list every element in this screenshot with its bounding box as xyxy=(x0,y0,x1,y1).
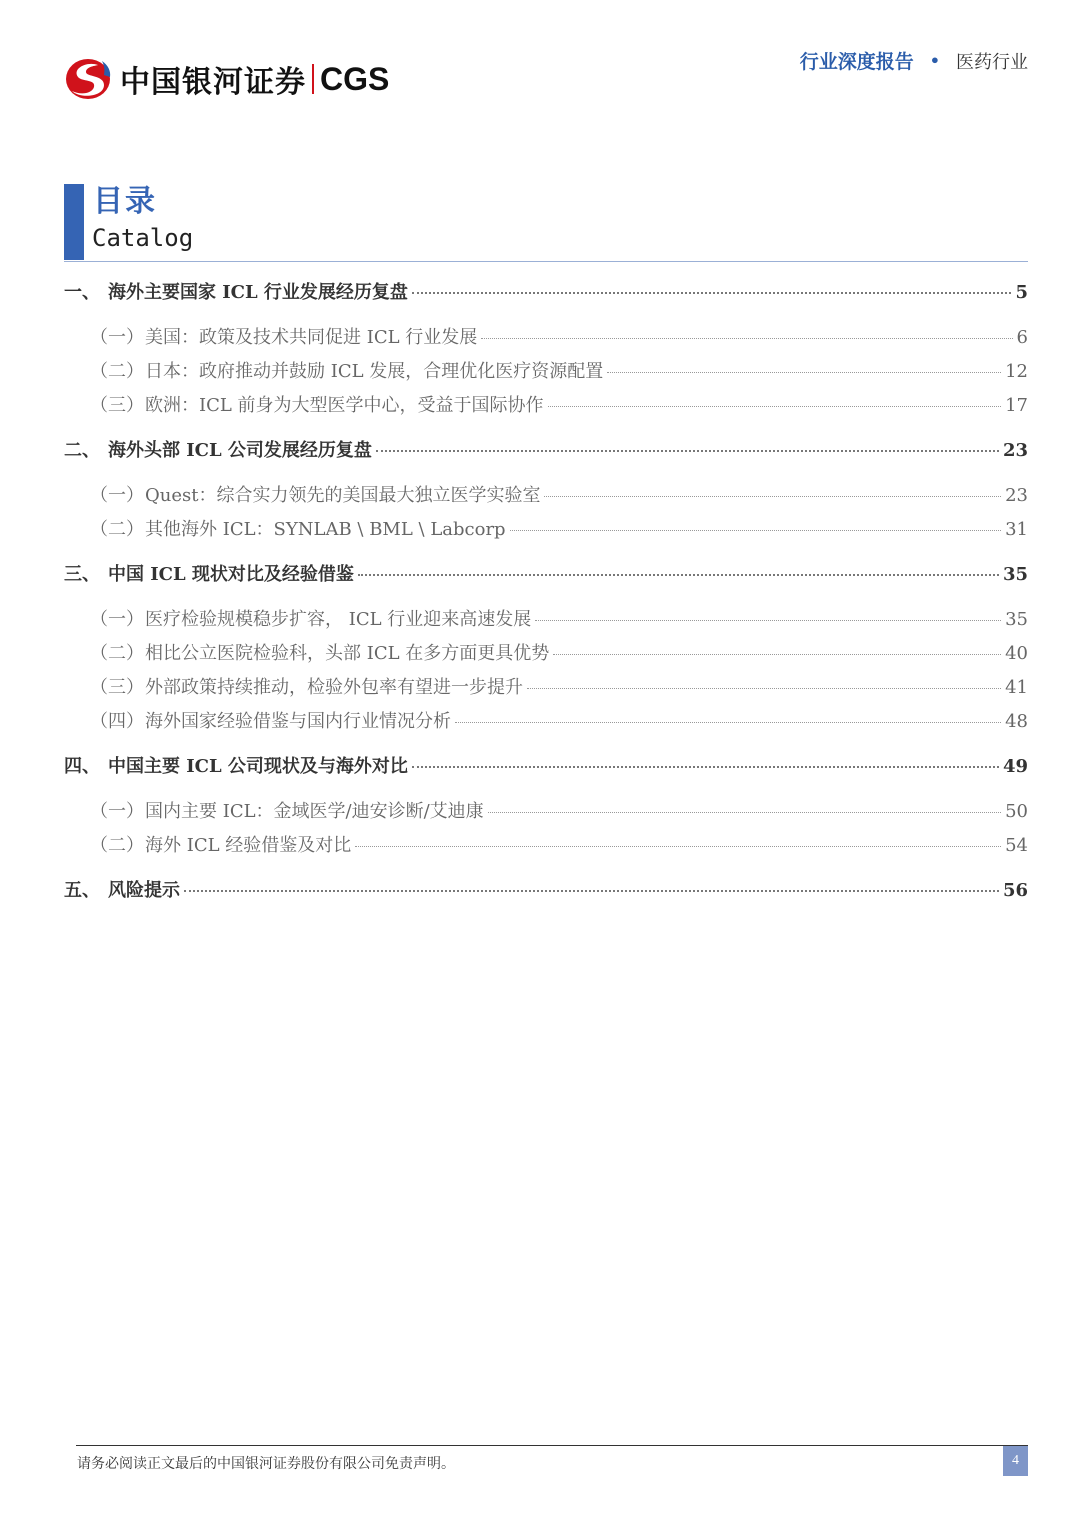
toc-chapter[interactable] xyxy=(64,560,1028,594)
toc-dot-leader xyxy=(412,292,1012,294)
toc-page-number: 54 xyxy=(1005,835,1028,856)
toc-title: 其他海外 ICL：SYNLAB \ BML \ Labcorp xyxy=(145,519,506,540)
toc-page-number: 41 xyxy=(1005,677,1028,698)
toc-page-number: 5 xyxy=(1015,282,1028,303)
report-header-tag xyxy=(800,47,1028,74)
toc-section[interactable] xyxy=(64,707,1028,741)
footer-disclaimer: 请务必阅读正文最后的中国银河证券股份有限公司免责声明。 xyxy=(77,1456,455,1472)
page-title: 目录 xyxy=(93,184,157,219)
toc-section[interactable] xyxy=(64,673,1028,707)
page-subtitle: Catalog xyxy=(92,224,194,252)
toc-title: 海外 ICL 经验借鉴及对比 xyxy=(145,835,352,856)
toc-dot-leader xyxy=(510,530,1002,531)
galaxy-logo-icon xyxy=(64,57,112,101)
toc-number: （一） xyxy=(90,485,144,506)
toc-section[interactable] xyxy=(64,797,1028,831)
toc-number: 四、 xyxy=(64,756,100,777)
toc-dot-leader xyxy=(488,812,1001,813)
toc-dot-leader xyxy=(184,890,999,892)
company-logo xyxy=(64,56,389,102)
toc-number: （一） xyxy=(90,609,144,630)
toc-title: 海外主要国家 ICL 行业发展经历复盘 xyxy=(108,282,408,303)
toc-page-number: 49 xyxy=(1002,756,1028,777)
toc-title: 风险提示 xyxy=(108,880,180,901)
header-separator: • xyxy=(929,51,940,70)
toc-section[interactable] xyxy=(64,605,1028,639)
toc-dot-leader xyxy=(412,766,999,768)
toc-page-number: 35 xyxy=(1005,609,1028,630)
toc-number: 三、 xyxy=(64,564,100,585)
title-divider xyxy=(64,261,1028,262)
toc-dot-leader xyxy=(553,654,1001,655)
toc-section[interactable] xyxy=(64,515,1028,549)
toc-dot-leader xyxy=(548,406,1002,407)
toc-page-number: 35 xyxy=(1002,564,1028,585)
logo-chinese-name: 中国银河证券 xyxy=(120,65,306,100)
toc-title: 欧洲：ICL 前身为大型医学中心，受益于国际协作 xyxy=(145,395,544,416)
toc-page-number: 6 xyxy=(1016,327,1028,348)
toc-title: 中国 ICL 现状对比及经验借鉴 xyxy=(108,564,354,585)
toc-number: （二） xyxy=(90,519,144,540)
toc-number: 五、 xyxy=(64,880,100,901)
toc-section[interactable] xyxy=(64,639,1028,673)
toc-dot-leader xyxy=(481,338,1012,339)
toc-chapter[interactable] xyxy=(64,752,1028,786)
toc-dot-leader xyxy=(607,372,1001,373)
toc-title: 中国主要 ICL 公司现状及与海外对比 xyxy=(108,756,408,777)
toc-number: （二） xyxy=(90,643,144,664)
toc-title: 外部政策持续推动，检验外包率有望进一步提升 xyxy=(145,677,523,698)
toc-number: （二） xyxy=(90,361,144,382)
page-number: 4 xyxy=(1003,1446,1028,1476)
toc-page-number: 12 xyxy=(1005,361,1028,382)
toc-number: （三） xyxy=(90,677,144,698)
toc-number: 二、 xyxy=(64,440,100,461)
toc-page-number: 56 xyxy=(1002,880,1028,901)
toc-page-number: 50 xyxy=(1005,801,1028,822)
toc-section[interactable] xyxy=(64,831,1028,865)
toc-dot-leader xyxy=(544,496,1001,497)
toc-chapter[interactable] xyxy=(64,876,1028,910)
toc-title: 日本：政府推动并鼓励 ICL 发展，合理优化医疗资源配置 xyxy=(145,361,604,382)
toc-page-number: 23 xyxy=(1005,485,1028,506)
toc-section[interactable] xyxy=(64,323,1028,357)
toc-number: 一、 xyxy=(64,282,100,303)
report-type: 行业深度报告 xyxy=(799,51,914,73)
toc-dot-leader xyxy=(358,574,999,576)
toc-title: 美国：政策及技术共同促进 ICL 行业发展 xyxy=(145,327,478,348)
logo-divider xyxy=(312,64,314,94)
toc-title: 国内主要 ICL：金域医学/迪安诊断/艾迪康 xyxy=(145,801,484,822)
toc-number: （一） xyxy=(90,327,144,348)
toc-dot-leader xyxy=(376,450,999,452)
toc-title: Quest：综合实力领先的美国最大独立医学实验室 xyxy=(145,485,541,506)
toc-chapter[interactable] xyxy=(64,278,1028,312)
toc-number: （一） xyxy=(90,801,144,822)
toc-dot-leader xyxy=(535,620,1001,621)
toc-page-number: 31 xyxy=(1005,519,1028,540)
toc-section[interactable] xyxy=(64,391,1028,425)
toc-number: （三） xyxy=(90,395,144,416)
toc-title: 医疗检验规模稳步扩容， ICL 行业迎来高速发展 xyxy=(145,609,532,630)
industry-label: 医药行业 xyxy=(956,51,1028,73)
toc-dot-leader xyxy=(355,846,1001,847)
toc-number: （二） xyxy=(90,835,144,856)
toc-page-number: 17 xyxy=(1005,395,1028,416)
toc-page-number: 23 xyxy=(1002,440,1028,461)
toc-title: 海外国家经验借鉴与国内行业情况分析 xyxy=(145,711,451,732)
toc-dot-leader xyxy=(527,688,1001,689)
logo-english-name: CGS xyxy=(320,60,390,97)
title-accent-bar xyxy=(64,184,84,260)
toc-section[interactable] xyxy=(64,481,1028,515)
footer-divider xyxy=(76,1445,1028,1446)
toc-number: （四） xyxy=(90,711,144,732)
toc-title: 海外头部 ICL 公司发展经历复盘 xyxy=(108,440,372,461)
toc-page-number: 40 xyxy=(1005,643,1028,664)
toc-title: 相比公立医院检验科，头部 ICL 在多方面更具优势 xyxy=(145,643,550,664)
toc-chapter[interactable] xyxy=(64,436,1028,470)
toc-section[interactable] xyxy=(64,357,1028,391)
toc-dot-leader xyxy=(455,722,1001,723)
toc-page-number: 48 xyxy=(1005,711,1028,732)
